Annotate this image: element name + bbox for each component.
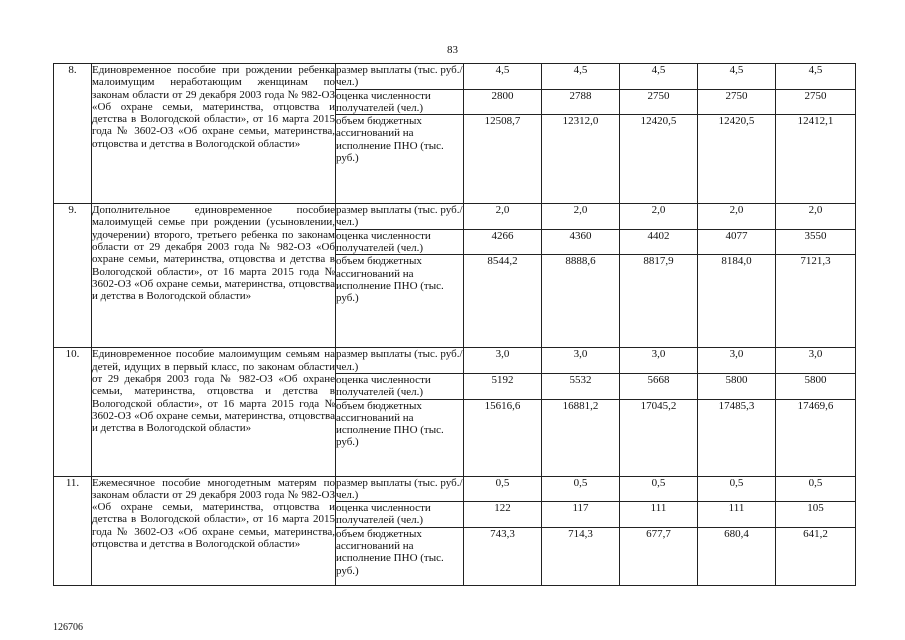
row-number: 8.	[54, 64, 92, 204]
value-cell: 2,0	[464, 204, 542, 230]
value-cell: 8817,9	[620, 255, 698, 348]
value-cell: 680,4	[698, 527, 776, 585]
value-cell: 122	[464, 502, 542, 528]
value-cell: 12508,7	[464, 115, 542, 204]
value-cell: 8544,2	[464, 255, 542, 348]
value-cell: 2,0	[776, 204, 856, 230]
value-cell: 2800	[464, 89, 542, 115]
value-cell: 8184,0	[698, 255, 776, 348]
value-cell: 12420,5	[620, 115, 698, 204]
value-cell: 4,5	[464, 64, 542, 90]
row-number: 11.	[54, 476, 92, 585]
value-cell: 7121,3	[776, 255, 856, 348]
value-cell: 2750	[620, 89, 698, 115]
value-cell: 4,5	[542, 64, 620, 90]
value-cell: 16881,2	[542, 399, 620, 476]
value-cell: 5800	[776, 373, 856, 399]
value-cell: 4077	[698, 229, 776, 255]
value-cell: 3,0	[542, 348, 620, 374]
value-cell: 8888,6	[542, 255, 620, 348]
value-cell: 641,2	[776, 527, 856, 585]
indicator-label: оценка численности получателей (чел.)	[336, 89, 464, 115]
indicator-label: объем бюджетных ассигнований на исполнение ПНО (тыс. руб.)	[336, 527, 464, 585]
value-cell: 4,5	[776, 64, 856, 90]
value-cell: 4,5	[620, 64, 698, 90]
value-cell: 15616,6	[464, 399, 542, 476]
value-cell: 743,3	[464, 527, 542, 585]
value-cell: 17485,3	[698, 399, 776, 476]
value-cell: 117	[542, 502, 620, 528]
value-cell: 4360	[542, 229, 620, 255]
value-cell: 2,0	[698, 204, 776, 230]
indicator-label: размер выплаты (тыс. руб./чел.)	[336, 64, 463, 89]
benefits-table	[53, 63, 856, 586]
page-number: 83	[447, 44, 458, 56]
value-cell: 4402	[620, 229, 698, 255]
value-cell: 2750	[698, 89, 776, 115]
value-cell: 2788	[542, 89, 620, 115]
value-cell: 5532	[542, 373, 620, 399]
value-cell: 3,0	[776, 348, 856, 374]
value-cell: 0,5	[464, 476, 542, 502]
value-cell: 12420,5	[698, 115, 776, 204]
row-number: 10.	[54, 348, 92, 476]
benefit-description: Единовременное пособие при рождении ребенка малоимущим неработающим женщинам по законам области от 29 декабря 2003 года № 982-ОЗ «Об охране семьи, материнства, отцовства и детства в Вологодской области», от 16 марта 2015 года № 3602-ОЗ «Об охране семьи, материнства, отцовства и детства в Вологодской области»	[92, 64, 336, 204]
indicator-label: оценка численности получателей (чел.)	[336, 229, 464, 255]
benefit-description: Единовременное пособие малоимущим семьям на детей, идущих в первый класс, по законам области от 29 декабря 2003 года № 982-ОЗ «Об охране семьи, материнства, отцовства и детства в Вологодской области», от 16 марта 2015 года № 3602-ОЗ «Об охране семьи, материнства, отцовства и детства в Вологодской области»	[92, 348, 336, 476]
value-cell: 111	[698, 502, 776, 528]
indicator-label: размер выплаты (тыс. руб./чел.)	[336, 476, 463, 501]
value-cell: 17469,6	[776, 399, 856, 476]
value-cell: 3,0	[698, 348, 776, 374]
benefit-description: Ежемесячное пособие многодетным матерям по законам области от 29 декабря 2003 года № 982-ОЗ «Об охране семьи, материнства, отцовства и детства в Вологодской области», от 16 марта 2015 года № 3602-ОЗ «Об охране семьи, материнства, отцовства и детства в Вологодской области»	[92, 476, 336, 585]
indicator-label: объем бюджетных ассигнований на исполнение ПНО (тыс. руб.)	[336, 115, 464, 204]
benefit-description: Дополнительное единовременное пособие малоимущей семье при рождении (усыновлении, удочерении) второго, третьего ребенка по законам области от 29 декабря 2003 года № 982-ОЗ «Об охране семьи, материнства, отцовства и детства в Вологодской области», от 16 марта 2015 года № 3602-ОЗ «Об охране семьи, материнства, отцовства и детства в Вологодской области»	[92, 204, 336, 348]
indicator-label: оценка численности получателей (чел.)	[336, 502, 464, 528]
value-cell: 5192	[464, 373, 542, 399]
table-row	[54, 64, 856, 90]
value-cell: 0,5	[542, 476, 620, 502]
table-row	[54, 476, 856, 502]
value-cell: 17045,2	[620, 399, 698, 476]
value-cell: 12312,0	[542, 115, 620, 204]
row-number: 9.	[54, 204, 92, 348]
table-row	[54, 348, 856, 374]
document-code: 126706	[53, 622, 83, 633]
value-cell: 3,0	[620, 348, 698, 374]
indicator-label: размер выплаты (тыс. руб./чел.)	[336, 204, 463, 229]
value-cell: 2750	[776, 89, 856, 115]
value-cell: 714,3	[542, 527, 620, 585]
value-cell: 0,5	[698, 476, 776, 502]
value-cell: 0,5	[620, 476, 698, 502]
value-cell: 111	[620, 502, 698, 528]
value-cell: 4266	[464, 229, 542, 255]
table-row	[54, 204, 856, 230]
value-cell: 3,0	[464, 348, 542, 374]
value-cell: 2,0	[620, 204, 698, 230]
table-body	[54, 64, 856, 586]
value-cell: 5668	[620, 373, 698, 399]
value-cell: 677,7	[620, 527, 698, 585]
value-cell: 105	[776, 502, 856, 528]
indicator-label: оценка численности получателей (чел.)	[336, 373, 464, 399]
value-cell: 12412,1	[776, 115, 856, 204]
indicator-label: размер выплаты (тыс. руб./чел.)	[336, 348, 463, 373]
value-cell: 5800	[698, 373, 776, 399]
value-cell: 4,5	[698, 64, 776, 90]
value-cell: 0,5	[776, 476, 856, 502]
indicator-label: объем бюджетных ассигнований на исполнение ПНО (тыс. руб.)	[336, 399, 464, 476]
value-cell: 2,0	[542, 204, 620, 230]
indicator-label: объем бюджетных ассигнований на исполнение ПНО (тыс. руб.)	[336, 255, 464, 348]
value-cell: 3550	[776, 229, 856, 255]
